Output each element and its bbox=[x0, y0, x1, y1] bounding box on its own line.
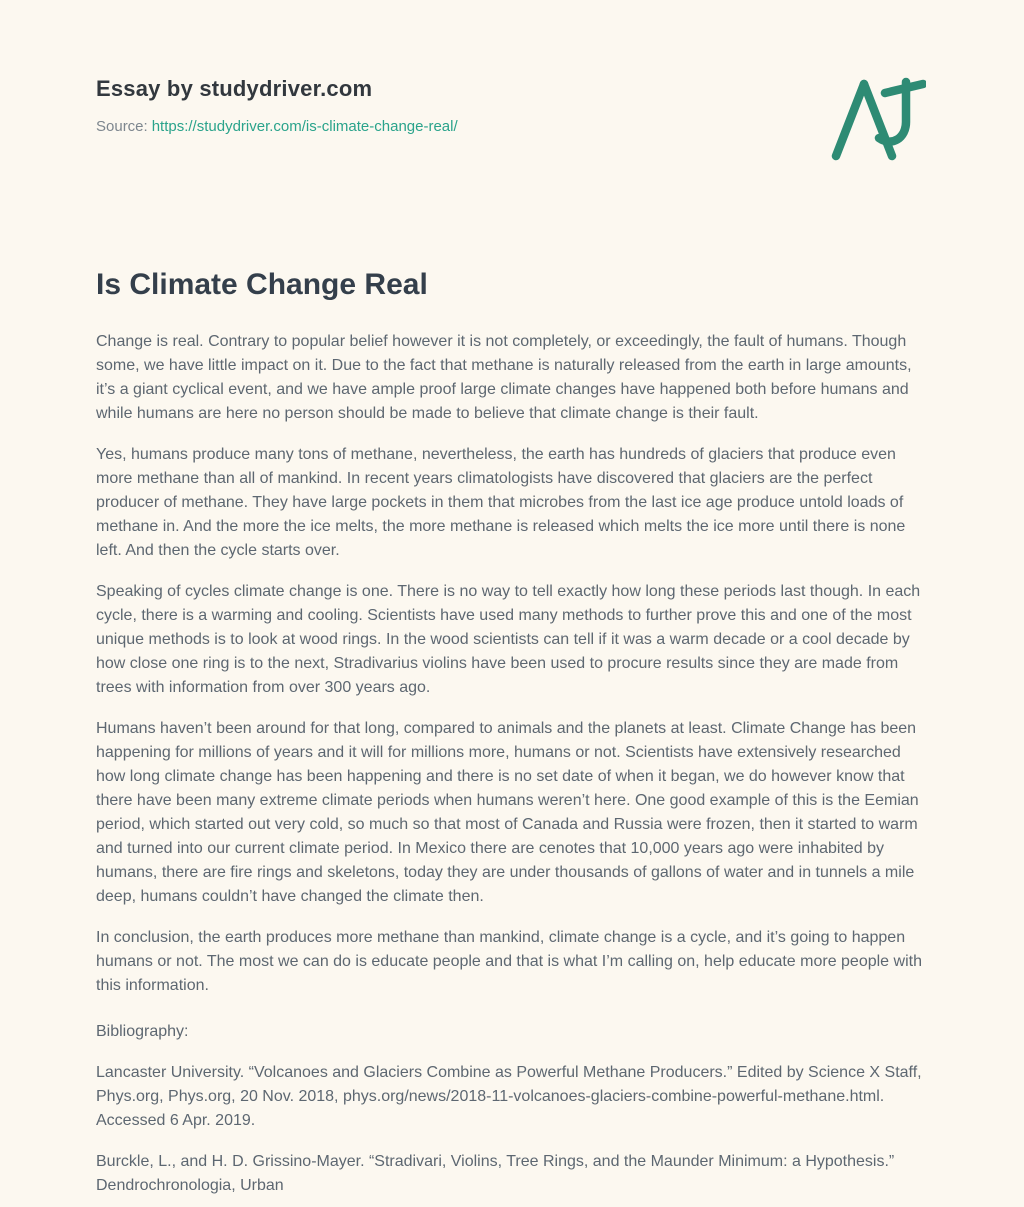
bibliography-heading: Bibliography: bbox=[96, 1023, 189, 1040]
essay-title: Is Climate Change Real bbox=[96, 268, 428, 301]
source-url-text[interactable]: https://studydriver.com/is-climate-change-real/ bbox=[151, 118, 458, 135]
source-label: Source: bbox=[96, 118, 148, 135]
bibliography-entry-2: Burckle, L., and H. D. Grissino-Mayer. “Stradivari, Violins, Tree Rings, and the Maunder Minimum: a Hypothesis.” Dendrochronologia, Urban bbox=[96, 1153, 895, 1194]
essay-paragraph-4: Humans haven’t been around for that long, compared to animals and the planets at least. Climate Change has been happening for millions of years and it will for millions more, humans or not. Scientists have extensively researched how long climate change has been happening and there is no set date of when it began, we do however know that there have been many extreme climate periods when humans weren’t here. One good example of this is the Eemian period, which started out very cold, so much so that most of Canada and Russia were frozen, then it started to warm and turned into our current climate period. In Mexico there are cenotes that 10,000 years ago were inhabited by humans, there are fire rings and skeletons, today they are under thousands of gallons of water and in tunnels a mile deep, humans couldn’t have changed the climate then. bbox=[96, 720, 919, 905]
essay-paragraph-1: Change is real. Contrary to popular belief however it is not completely, or exceedingly, the fault of humans. Though some, we have little impact on it. Due to the fact that methane is naturally released from the earth in large amounts, it’s a giant cyclical event, and we have ample proof large climate changes have happened both before humans and while humans are here no person should be made to believe that climate change is their fault. bbox=[96, 333, 912, 422]
site-title: Essay by studydriver.com bbox=[96, 76, 373, 101]
essay-content bbox=[96, 268, 928, 1198]
essay-paragraph-5: In conclusion, the earth produces more methane than mankind, climate change is a cycle, and it’s going to happen humans or not. The most we can do is educate people and that is what I’m calling on, help educate more people with this information. bbox=[96, 929, 922, 994]
source-line bbox=[96, 118, 458, 135]
essay-paragraph-2: Yes, humans produce many tons of methane, nevertheless, the earth has hundreds of glaciers that produce even more methane than all of mankind. In recent years climatologists have discovered that glaciers are the perfect producer of methane. They have large pockets in them that microbes from the last ice age produce untold loads of methane in. And the more the ice melts, the more methane is released which melts the ice more until there is none left. And then the cycle starts over. bbox=[96, 446, 906, 559]
essay-paragraph-3: Speaking of cycles climate change is one. There is no way to tell exactly how long these periods last though. In each cycle, there is a warming and cooling. Scientists have used many methods to further prove this and one of the most unique methods is to look at wood rings. In the wood scientists can tell if it was a warm decade or a cool decade by how close one ring is to the next, Stradivarius violins have been used to procure results since they are made from trees with information from over 300 years ago. bbox=[96, 583, 921, 696]
page-header bbox=[96, 76, 928, 164]
studydriver-logo-icon bbox=[826, 72, 926, 164]
studydriver-logo bbox=[826, 72, 926, 164]
source-link[interactable] bbox=[152, 118, 458, 135]
header-text-block bbox=[96, 76, 458, 135]
bibliography-entry-1: Lancaster University. “Volcanoes and Glaciers Combine as Powerful Methane Producers.” Edited by Science X Staff, Phys.org, Phys.org, 20 Nov. 2018, phys.org/news/2018-11-volcanoes-glaciers-combine-powerful-methane.html. Accessed 6 Apr. 2019. bbox=[96, 1064, 922, 1129]
